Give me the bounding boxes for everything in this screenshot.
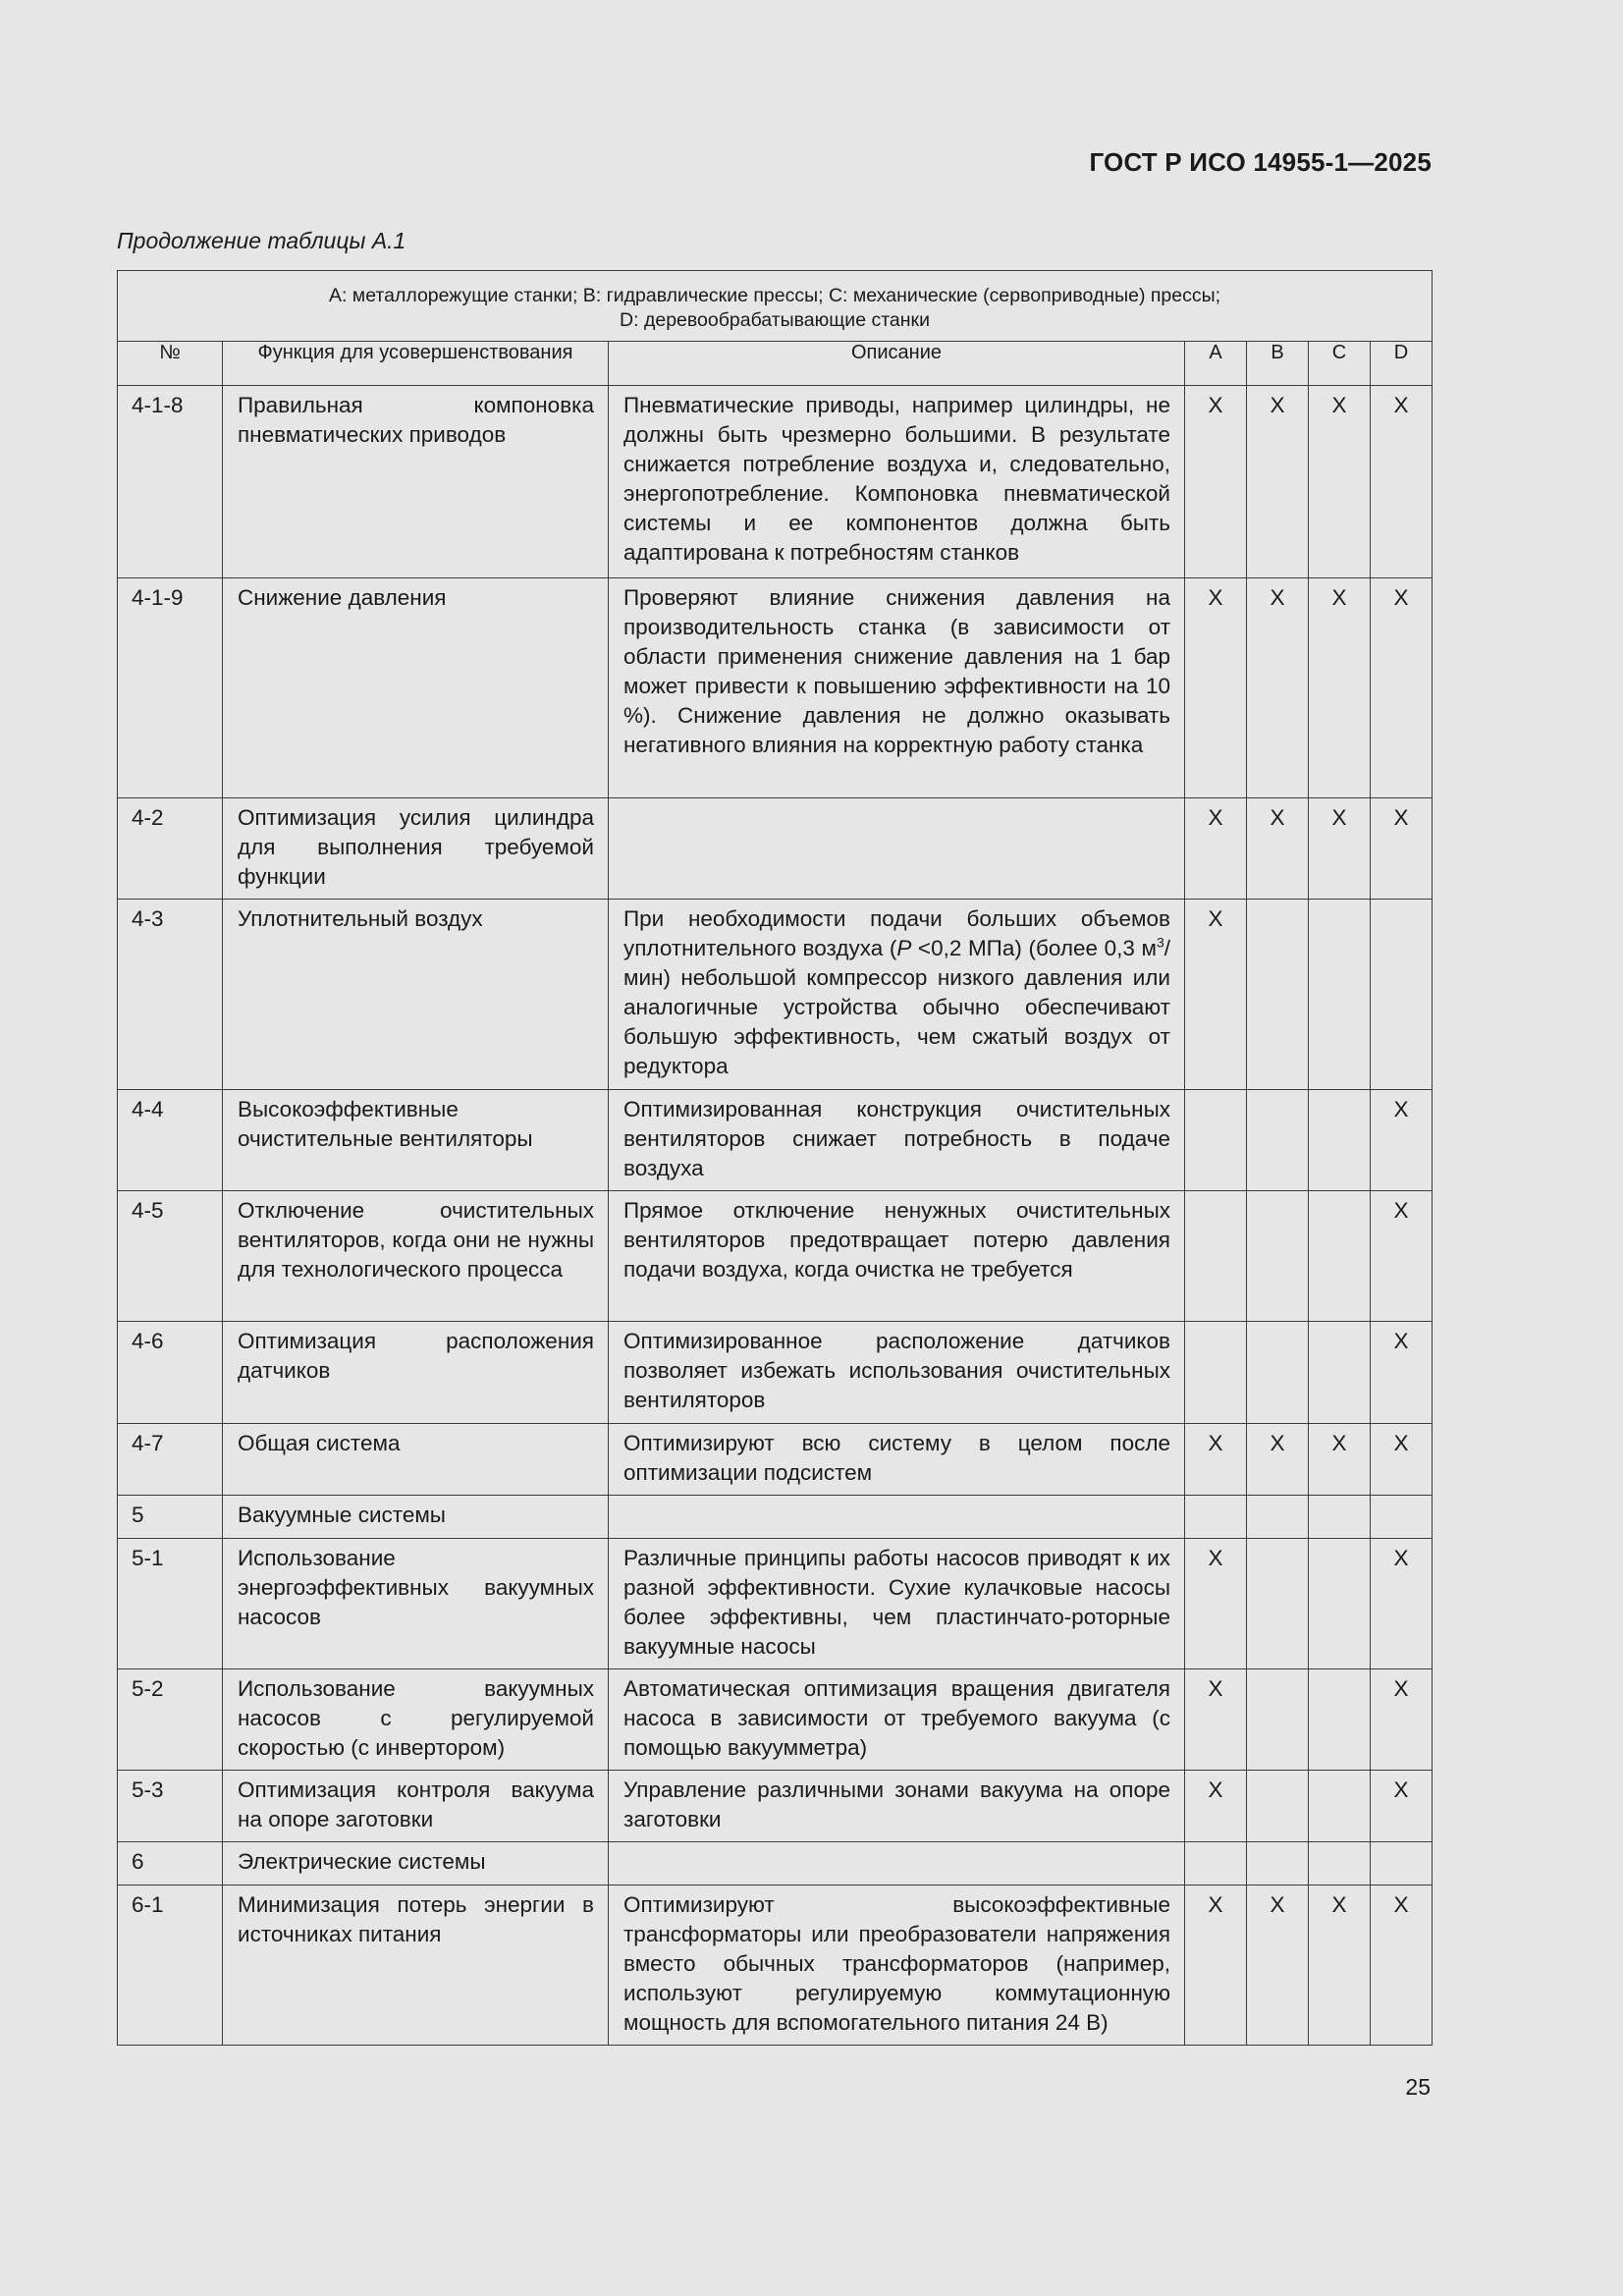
cell-d: X	[1371, 1886, 1433, 2046]
data-table	[117, 270, 1433, 2046]
header-a: A	[1185, 342, 1247, 386]
cell-c	[1309, 1191, 1371, 1322]
cell-d: X	[1371, 1771, 1433, 1842]
cell-c: X	[1309, 578, 1371, 798]
cell-description	[609, 1842, 1185, 1886]
cell-b	[1247, 900, 1309, 1090]
cell-function: Высокоэффективные очистительные вентиляторы	[223, 1090, 609, 1191]
cell-c	[1309, 900, 1371, 1090]
cell-description	[609, 900, 1185, 1090]
cell-a	[1185, 1090, 1247, 1191]
cell-no: 4-1-8	[118, 386, 223, 578]
cell-a	[1185, 1191, 1247, 1322]
cell-no: 4-3	[118, 900, 223, 1090]
table-row	[118, 1496, 1433, 1539]
description-text-3: /мин) небольшой компрессор низкого давления или аналогичные устройства обычно обеспечивают большую эффективность, чем сжатый воздух от редуктора	[623, 936, 1170, 1078]
cell-function: Минимизация потерь энергии в источниках питания	[223, 1886, 609, 2046]
cell-description: Автоматическая оптимизация вращения двигателя насоса в зависимости от требуемого вакуума (с помощью вакуумметра)	[609, 1669, 1185, 1771]
cell-no: 4-7	[118, 1424, 223, 1496]
cell-no: 4-4	[118, 1090, 223, 1191]
cell-c	[1309, 1496, 1371, 1539]
description-text-1: При необходимости подачи больших объемов уплотнительного воздуха (	[623, 906, 1170, 960]
cell-no: 4-5	[118, 1191, 223, 1322]
legend-cell	[118, 271, 1433, 342]
cell-b	[1247, 1322, 1309, 1424]
header-description: Описание	[609, 342, 1185, 386]
table-caption: Продолжение таблицы А.1	[117, 228, 406, 253]
legend-line-1: A: металлорежущие станки; B: гидравлические прессы; C: механические (сервоприводные) прессы;	[328, 285, 1221, 306]
page-number: 25	[1405, 2074, 1431, 2100]
cell-a: X	[1185, 1539, 1247, 1669]
cell-no: 4-6	[118, 1322, 223, 1424]
cell-description: Оптимизируют всю систему в целом после оптимизации подсистем	[609, 1424, 1185, 1496]
cell-a: X	[1185, 900, 1247, 1090]
cell-c: X	[1309, 798, 1371, 900]
cell-d: X	[1371, 1539, 1433, 1669]
cell-b: X	[1247, 798, 1309, 900]
cell-a: X	[1185, 1669, 1247, 1771]
cell-function: Оптимизация расположения датчиков	[223, 1322, 609, 1424]
cell-function: Правильная компоновка пневматических приводов	[223, 386, 609, 578]
cell-d: X	[1371, 1090, 1433, 1191]
cell-b: X	[1247, 578, 1309, 798]
table-row	[118, 1539, 1433, 1669]
table-row	[118, 386, 1433, 578]
cell-c	[1309, 1771, 1371, 1842]
table-row	[118, 1669, 1433, 1771]
cell-b: X	[1247, 1424, 1309, 1496]
cell-d	[1371, 900, 1433, 1090]
cell-no: 5-3	[118, 1771, 223, 1842]
table-row	[118, 798, 1433, 900]
description-text-2: <0,2 МПа) (более 0,3 м	[911, 936, 1157, 960]
cell-function: Общая система	[223, 1424, 609, 1496]
cell-c	[1309, 1322, 1371, 1424]
legend-line-2: D: деревообрабатывающие станки	[620, 309, 930, 331]
cell-function: Отключение очистительных вентиляторов, когда они не нужны для технологического процесса	[223, 1191, 609, 1322]
cell-c	[1309, 1090, 1371, 1191]
cell-description: Прямое отключение ненужных очистительных вентиляторов предотвращает потерю давления подачи воздуха, когда очистка не требуется	[609, 1191, 1185, 1322]
table-row	[118, 1191, 1433, 1322]
header-function: Функция для усовершенствования	[223, 342, 609, 386]
cell-function: Оптимизация усилия цилиндра для выполнения требуемой функции	[223, 798, 609, 900]
header-no: №	[118, 342, 223, 386]
cell-b	[1247, 1191, 1309, 1322]
pressure-symbol: P	[896, 936, 912, 960]
cell-c	[1309, 1669, 1371, 1771]
cell-function: Использование энергоэффективных вакуумных насосов	[223, 1539, 609, 1669]
cell-d: X	[1371, 1191, 1433, 1322]
cell-b	[1247, 1090, 1309, 1191]
cell-description: Управление различными зонами вакуума на опоре заготовки	[609, 1771, 1185, 1842]
table-row	[118, 1424, 1433, 1496]
header-row	[118, 342, 1433, 386]
cell-function: Снижение давления	[223, 578, 609, 798]
cell-c	[1309, 1539, 1371, 1669]
table-row	[118, 1886, 1433, 2046]
cell-no: 6	[118, 1842, 223, 1886]
table-row	[118, 1842, 1433, 1886]
cell-c	[1309, 1842, 1371, 1886]
cell-d: X	[1371, 578, 1433, 798]
table-row	[118, 1771, 1433, 1842]
cell-b: X	[1247, 1886, 1309, 2046]
cell-b: X	[1247, 386, 1309, 578]
cell-a	[1185, 1496, 1247, 1539]
cell-b	[1247, 1496, 1309, 1539]
header-d: D	[1371, 342, 1433, 386]
cell-description: Оптимизируют высокоэффективные трансформаторы или преобразователи напряжения вместо обычных трансформаторов (например, используют регулируемую коммутационную мощность для вспомогательного питания 24 В)	[609, 1886, 1185, 2046]
cell-a: X	[1185, 798, 1247, 900]
cell-b	[1247, 1842, 1309, 1886]
cell-c: X	[1309, 1424, 1371, 1496]
cell-a: X	[1185, 1424, 1247, 1496]
cell-a	[1185, 1842, 1247, 1886]
cell-b	[1247, 1669, 1309, 1771]
cell-d: X	[1371, 386, 1433, 578]
cell-no: 4-2	[118, 798, 223, 900]
cell-a: X	[1185, 1771, 1247, 1842]
cell-no: 5-1	[118, 1539, 223, 1669]
cell-function: Оптимизация контроля вакуума на опоре заготовки	[223, 1771, 609, 1842]
cell-b	[1247, 1771, 1309, 1842]
cell-description	[609, 1496, 1185, 1539]
cell-a: X	[1185, 1886, 1247, 2046]
cell-a	[1185, 1322, 1247, 1424]
header-b: B	[1247, 342, 1309, 386]
cell-a: X	[1185, 386, 1247, 578]
cell-function: Уплотнительный воздух	[223, 900, 609, 1090]
table-row	[118, 900, 1433, 1090]
cell-no: 5	[118, 1496, 223, 1539]
cell-description	[609, 798, 1185, 900]
cell-description: Проверяют влияние снижения давления на производительность станка (в зависимости от области применения снижение давления на 1 бар может привести к повышению эффективности на 10 %). Снижение давления не должно оказывать негативного влияния на корректную работу станка	[609, 578, 1185, 798]
cell-d: X	[1371, 1669, 1433, 1771]
cell-description: Оптимизированное расположение датчиков позволяет избежать использования очистительных вентиляторов	[609, 1322, 1185, 1424]
cell-d: X	[1371, 1424, 1433, 1496]
legend-row	[118, 271, 1433, 342]
cell-no: 4-1-9	[118, 578, 223, 798]
cell-description: Оптимизированная конструкция очистительных вентиляторов снижает потребность в подаче воздуха	[609, 1090, 1185, 1191]
cell-d	[1371, 1496, 1433, 1539]
cell-a: X	[1185, 578, 1247, 798]
cell-b	[1247, 1539, 1309, 1669]
cell-d	[1371, 1842, 1433, 1886]
cell-description: Пневматические приводы, например цилиндры, не должны быть чрезмерно большими. В результате снижается потребление воздуха и, следовательно, энергопотребление. Компоновка пневматической системы и ее компонентов должна быть адаптирована к потребностям станков	[609, 386, 1185, 578]
cell-c: X	[1309, 1886, 1371, 2046]
cell-function: Использование вакуумных насосов с регулируемой скоростью (с инвертором)	[223, 1669, 609, 1771]
table-row	[118, 578, 1433, 798]
cell-no: 6-1	[118, 1886, 223, 2046]
cell-function: Электрические системы	[223, 1842, 609, 1886]
cell-d: X	[1371, 798, 1433, 900]
cube-exponent: 3	[1156, 934, 1164, 951]
cell-description: Различные принципы работы насосов приводят к их разной эффективности. Сухие кулачковые насосы более эффективны, чем пластинчато-роторные вакуумные насосы	[609, 1539, 1185, 1669]
table-row	[118, 1090, 1433, 1191]
header-c: C	[1309, 342, 1371, 386]
cell-no: 5-2	[118, 1669, 223, 1771]
document-code: ГОСТ Р ИСО 14955-1—2025	[1089, 147, 1432, 177]
table-row	[118, 1322, 1433, 1424]
cell-function: Вакуумные системы	[223, 1496, 609, 1539]
cell-c: X	[1309, 386, 1371, 578]
cell-d: X	[1371, 1322, 1433, 1424]
